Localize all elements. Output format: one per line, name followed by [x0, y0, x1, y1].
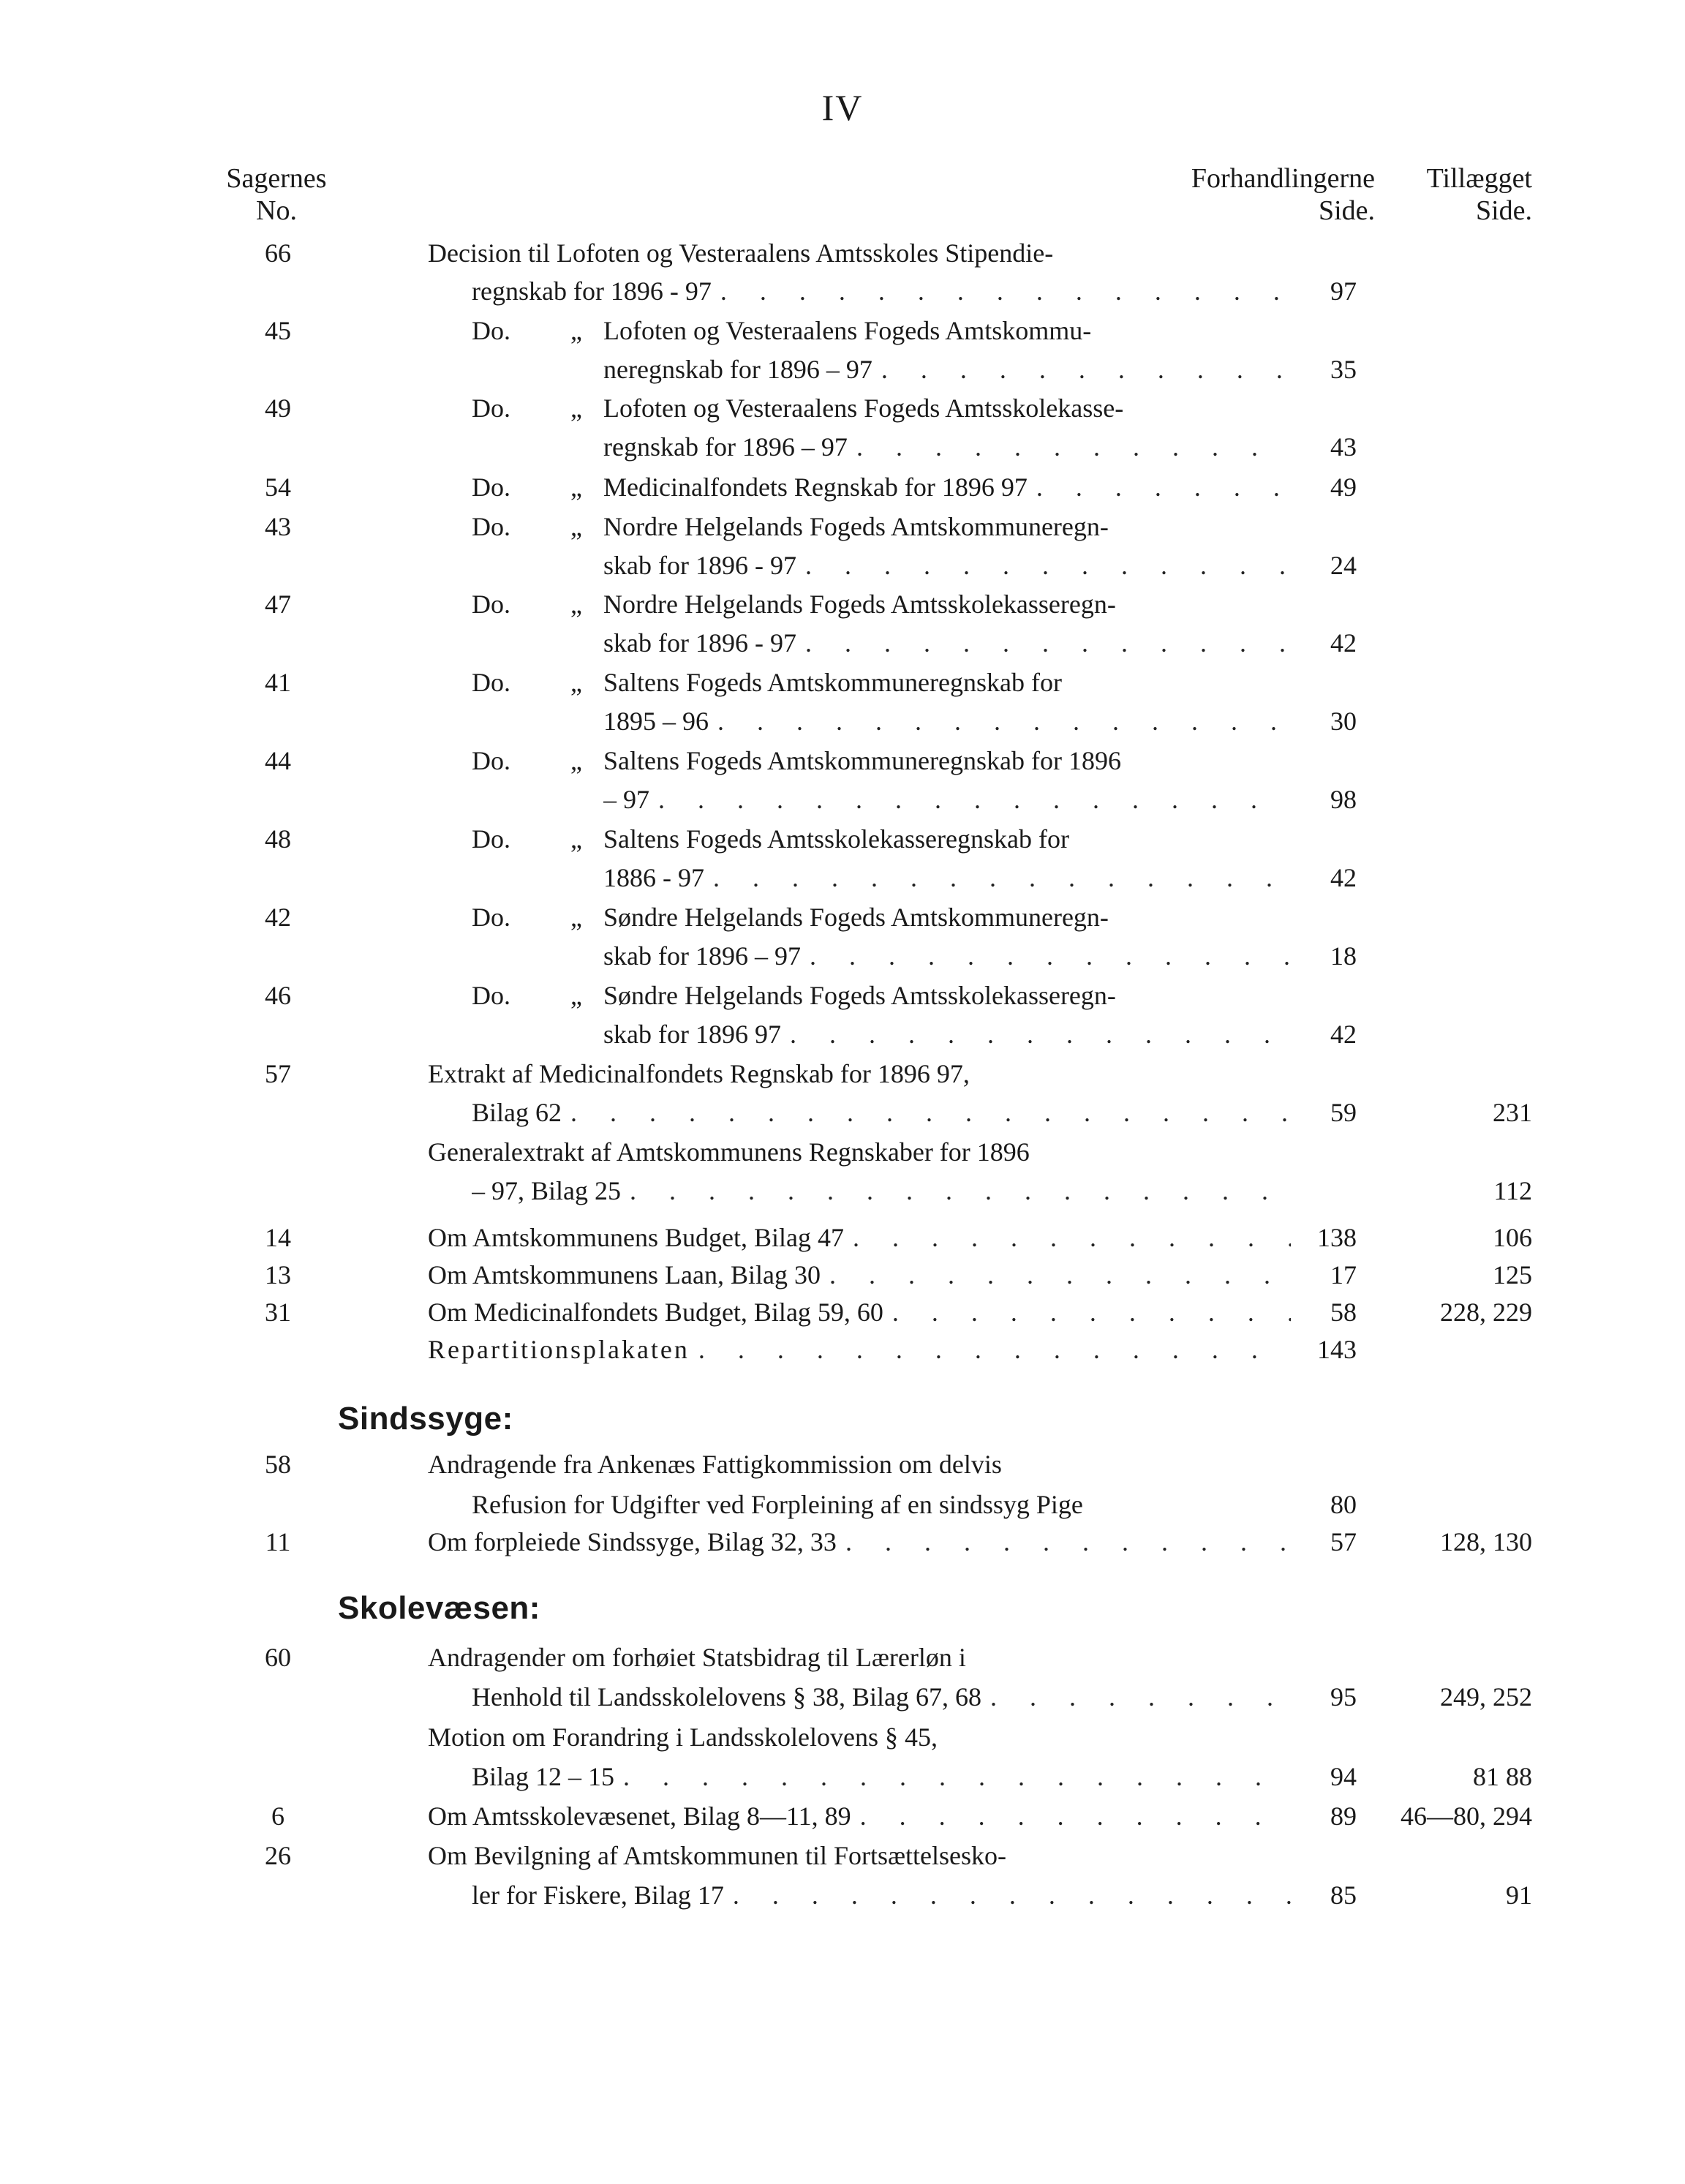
index-entry	[0, 663, 1685, 701]
dot-leader	[614, 1758, 1291, 1796]
dot-leader	[712, 272, 1291, 310]
forhandlingerne-page: 138	[1317, 1223, 1357, 1252]
forhandlingerne-page: 42	[1330, 863, 1357, 892]
index-entry	[0, 1797, 1685, 1835]
index-entry	[0, 1837, 1685, 1875]
ditto-quote: „	[570, 824, 582, 854]
ditto-quote: „	[570, 316, 582, 345]
tillaegget-page: 249, 252	[1440, 1682, 1532, 1712]
index-entry	[0, 1523, 1685, 1561]
index-entry-continued	[0, 350, 1685, 388]
ditto-mark: Do.	[472, 824, 510, 854]
index-entry	[0, 234, 1685, 272]
case-number: 60	[265, 1643, 291, 1672]
index-entry	[0, 1293, 1685, 1331]
index-entry	[0, 1055, 1685, 1093]
section-heading-sindssyge: Sindssyge:	[338, 1401, 513, 1436]
case-number: 46	[265, 981, 291, 1010]
ditto-mark: Do.	[472, 746, 510, 775]
forhandlingerne-page: 30	[1330, 707, 1357, 736]
tillaegget-page: 125	[1493, 1260, 1532, 1289]
section-heading-skolevaesen: Skolevæsen:	[338, 1590, 540, 1626]
tillaegget-page: 128, 130	[1440, 1527, 1532, 1556]
dot-leader	[796, 546, 1291, 584]
forhandlingerne-page: 17	[1330, 1260, 1357, 1289]
forhandlingerne-page: 95	[1330, 1682, 1357, 1712]
header-case-number: Sagernes No.	[226, 163, 327, 226]
entry-text: Lofoten og Vesteraalens Fogeds Amtskommu-	[603, 316, 1092, 345]
dot-leader	[621, 1172, 1291, 1210]
forhandlingerne-page: 42	[1330, 1020, 1357, 1049]
index-entry-continued	[0, 1678, 1685, 1716]
entry-text: Bilag 62	[472, 1098, 562, 1127]
entry-text: skab for 1896 – 97	[603, 941, 801, 971]
forhandlingerne-page: 42	[1330, 628, 1357, 658]
header-forhandlingerne: Forhandlingerne Side.	[1191, 163, 1375, 226]
forhandlingerne-page: 24	[1330, 551, 1357, 580]
dot-leader	[704, 859, 1291, 897]
index-entry	[0, 508, 1685, 546]
forhandlingerne-page: 143	[1317, 1335, 1357, 1364]
ditto-quote: „	[570, 590, 582, 619]
case-number: 41	[265, 668, 291, 697]
case-number: 11	[265, 1527, 291, 1556]
case-number: 6	[271, 1801, 284, 1831]
case-number: 54	[265, 472, 291, 502]
index-entry-continued	[0, 1015, 1685, 1053]
ditto-mark: Do.	[472, 512, 510, 541]
forhandlingerne-page: 49	[1330, 472, 1357, 502]
dot-leader	[709, 702, 1291, 740]
forhandlingerne-page: 94	[1330, 1762, 1357, 1791]
case-number: 47	[265, 590, 291, 619]
case-number: 58	[265, 1450, 291, 1479]
entry-text: Generalextrakt af Amtskommunens Regnskaber for 1896	[428, 1137, 1030, 1167]
case-number: 66	[265, 238, 291, 268]
dot-leader	[562, 1093, 1291, 1131]
entry-text: Decision til Lofoten og Vesteraalens Amtsskoles Stipendie-	[428, 238, 1054, 268]
case-number: 45	[265, 316, 291, 345]
entry-text: Om forpleiede Sindssyge, Bilag 32, 33	[428, 1527, 837, 1556]
entry-text: Om Amtskommunens Budget, Bilag 47	[428, 1223, 845, 1252]
case-number: 43	[265, 512, 291, 541]
index-entry-continued	[0, 1093, 1685, 1131]
header-tillaegget: Tillægget Side.	[1426, 163, 1532, 226]
forhandlingerne-page: 89	[1330, 1801, 1357, 1831]
case-number: 57	[265, 1059, 291, 1088]
index-entry-continued	[0, 702, 1685, 740]
dot-leader	[821, 1256, 1291, 1294]
index-entry	[0, 820, 1685, 858]
tillaegget-page: 106	[1493, 1223, 1532, 1252]
dot-leader	[981, 1678, 1291, 1716]
entry-text: Om Amtsskolevæsenet, Bilag 8—11, 89	[428, 1801, 851, 1831]
dot-leader	[837, 1523, 1291, 1561]
entry-text: Lofoten og Vesteraalens Fogeds Amtsskolekasse-	[603, 394, 1124, 423]
ditto-mark: Do.	[472, 316, 510, 345]
index-entry	[0, 1256, 1685, 1294]
index-entry	[0, 1219, 1685, 1257]
entry-text: Motion om Forandring i Landsskolelovens § 45,	[428, 1722, 938, 1752]
ditto-quote: „	[570, 472, 582, 502]
index-entry	[0, 468, 1685, 506]
entry-text: Saltens Fogeds Amtskommuneregnskab for 1896	[603, 746, 1121, 775]
ditto-quote: „	[570, 746, 582, 775]
ditto-quote: „	[570, 668, 582, 697]
entry-text: Andragender om forhøiet Statsbidrag til Lærerløn i	[428, 1643, 966, 1672]
entry-text: regnskab for 1896 – 97	[603, 432, 848, 462]
ditto-mark: Do.	[472, 394, 510, 423]
dot-leader	[796, 624, 1291, 662]
forhandlingerne-page: 58	[1330, 1298, 1357, 1327]
index-entry-continued	[0, 1172, 1685, 1210]
dot-leader	[844, 1219, 1291, 1257]
entry-text: ler for Fiskere, Bilag 17	[472, 1880, 724, 1910]
forhandlingerne-page: 18	[1330, 941, 1357, 971]
ditto-mark: Do.	[472, 472, 510, 502]
dot-leader	[851, 1797, 1291, 1835]
entry-text: Repartitionsplakaten	[428, 1335, 690, 1364]
tillaegget-page: 112	[1493, 1176, 1532, 1205]
entry-text: skab for 1896 97	[603, 1020, 781, 1049]
entry-text: 1895 – 96	[603, 707, 709, 736]
forhandlingerne-page: 35	[1330, 355, 1357, 384]
ditto-quote: „	[570, 512, 582, 541]
case-number: 14	[265, 1223, 291, 1252]
ditto-quote: „	[570, 903, 582, 932]
case-number: 42	[265, 903, 291, 932]
entry-text: Nordre Helgelands Fogeds Amtsskolekasseregn-	[603, 590, 1116, 619]
dot-leader	[848, 428, 1291, 466]
entry-text: Refusion for Udgifter ved Forpleining af en sindssyg Pige	[472, 1490, 1083, 1519]
index-entry	[0, 976, 1685, 1014]
entry-text: Medicinalfondets Regnskab for 1896 97	[603, 472, 1028, 502]
entry-text: regnskab for 1896 - 97	[472, 276, 712, 306]
index-entry	[0, 1638, 1685, 1676]
dot-leader	[1028, 468, 1291, 506]
index-entry	[0, 585, 1685, 623]
entry-text: Andragende fra Ankenæs Fattigkommission om delvis	[428, 1450, 1002, 1479]
tillaegget-page: 231	[1493, 1098, 1532, 1127]
entry-text: Nordre Helgelands Fogeds Amtskommuneregn-	[603, 512, 1109, 541]
entry-text: Bilag 12 – 15	[472, 1762, 614, 1791]
entry-text: Søndre Helgelands Fogeds Amtsskolekasseregn-	[603, 981, 1116, 1010]
index-entry-continued	[0, 624, 1685, 662]
ditto-mark: Do.	[472, 981, 510, 1010]
tillaegget-page: 46—80, 294	[1401, 1801, 1532, 1831]
tillaegget-page: 228, 229	[1440, 1298, 1532, 1327]
index-entry	[0, 1330, 1685, 1368]
entry-text: neregnskab for 1896 – 97	[603, 355, 872, 384]
entry-text: Om Bevilgning af Amtskommunen til Fortsættelsesko-	[428, 1841, 1006, 1870]
forhandlingerne-page: 98	[1330, 785, 1357, 814]
index-entry-continued	[0, 937, 1685, 975]
dot-leader	[883, 1293, 1291, 1331]
entry-text: – 97	[603, 785, 649, 814]
forhandlingerne-page: 80	[1330, 1490, 1357, 1519]
dot-leader	[690, 1330, 1291, 1368]
index-entry-continued	[0, 428, 1685, 466]
tillaegget-page: 81 88	[1473, 1762, 1532, 1791]
case-number: 49	[265, 394, 291, 423]
ditto-quote: „	[570, 981, 582, 1010]
tillaegget-page: 91	[1506, 1880, 1532, 1910]
ditto-quote: „	[570, 394, 582, 423]
index-entry	[0, 389, 1685, 427]
entry-text: Saltens Fogeds Amtskommuneregnskab for	[603, 668, 1062, 697]
ditto-mark: Do.	[472, 590, 510, 619]
dot-leader	[872, 350, 1291, 388]
index-entry	[0, 1718, 1685, 1756]
index-entry	[0, 1133, 1685, 1171]
dot-leader	[781, 1015, 1291, 1053]
forhandlingerne-page: 59	[1330, 1098, 1357, 1127]
page-number: IV	[821, 87, 864, 128]
forhandlingerne-page: 97	[1330, 276, 1357, 306]
ditto-mark: Do.	[472, 668, 510, 697]
index-entry-continued	[0, 546, 1685, 584]
dot-leader	[724, 1876, 1291, 1914]
entry-text: skab for 1896 - 97	[603, 551, 796, 580]
index-entry	[0, 898, 1685, 936]
index-entry-continued	[0, 859, 1685, 897]
entry-text: Om Amtskommunens Laan, Bilag 30	[428, 1260, 821, 1289]
forhandlingerne-page: 57	[1330, 1527, 1357, 1556]
index-entry	[0, 1445, 1685, 1483]
case-number: 26	[265, 1841, 291, 1870]
index-entry-continued	[0, 1876, 1685, 1914]
entry-text: 1886 - 97	[603, 863, 704, 892]
entry-text: Søndre Helgelands Fogeds Amtskommuneregn-	[603, 903, 1109, 932]
ditto-mark: Do.	[472, 903, 510, 932]
entry-text: Henhold til Landsskolelovens § 38, Bilag 67, 68	[472, 1682, 981, 1712]
index-entry	[0, 742, 1685, 780]
dot-leader	[649, 780, 1291, 818]
entry-text: Extrakt af Medicinalfondets Regnskab for 1896 97,	[428, 1059, 970, 1088]
case-number: 48	[265, 824, 291, 854]
entry-text: – 97, Bilag 25	[472, 1176, 621, 1205]
case-number: 44	[265, 746, 291, 775]
dot-leader	[801, 937, 1291, 975]
entry-text: Om Medicinalfondets Budget, Bilag 59, 60	[428, 1298, 883, 1327]
index-entry-continued	[0, 1486, 1685, 1524]
forhandlingerne-page: 43	[1330, 432, 1357, 462]
case-number: 31	[265, 1298, 291, 1327]
index-entry	[0, 312, 1685, 350]
index-entry-continued	[0, 272, 1685, 310]
forhandlingerne-page: 85	[1330, 1880, 1357, 1910]
index-entry-continued	[0, 1758, 1685, 1796]
entry-text: Saltens Fogeds Amtsskolekasseregnskab for	[603, 824, 1069, 854]
index-entry-continued	[0, 780, 1685, 818]
case-number: 13	[265, 1260, 291, 1289]
entry-text: skab for 1896 - 97	[603, 628, 796, 658]
